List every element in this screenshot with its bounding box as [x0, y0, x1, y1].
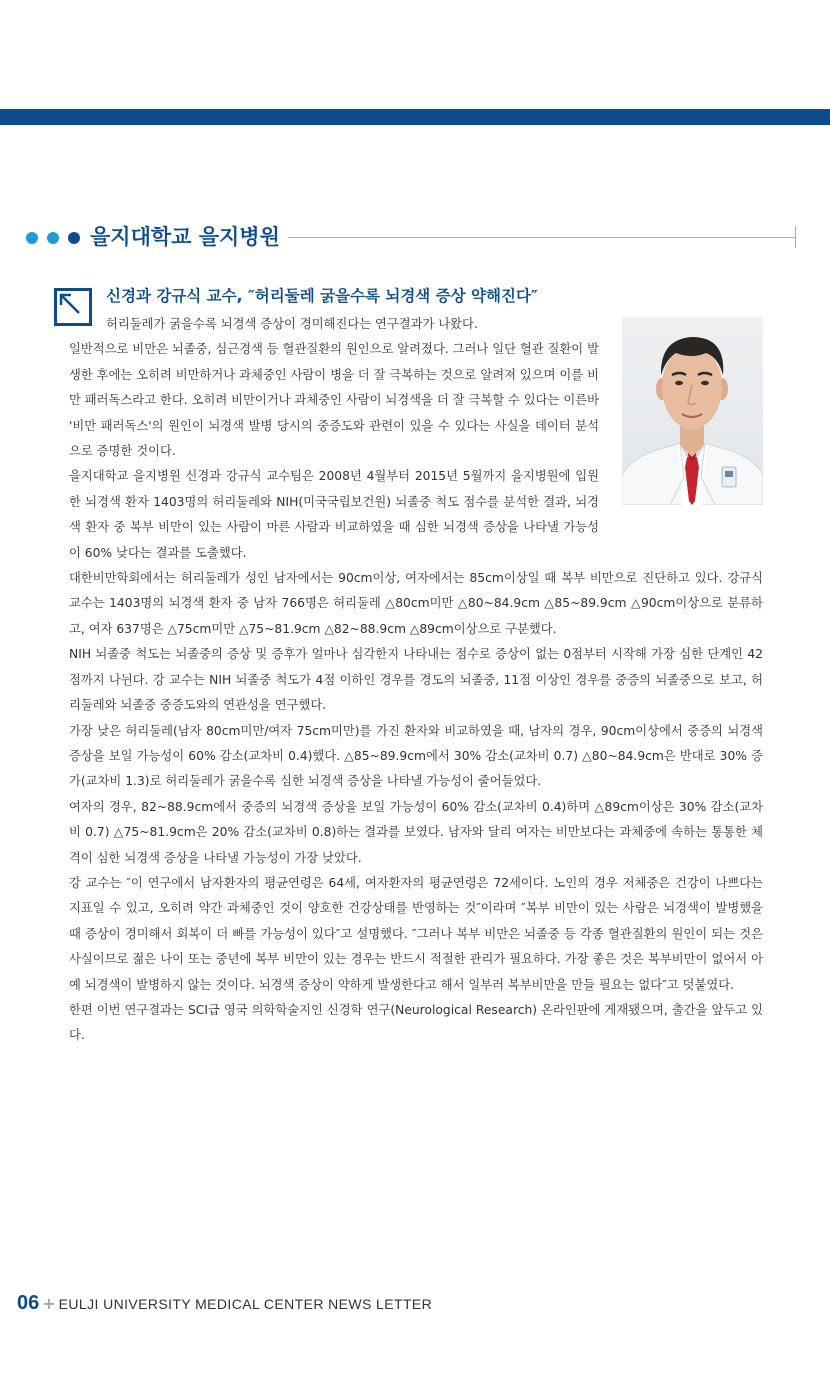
- section-divider-end: [795, 226, 796, 248]
- article-paragraph: 강 교수는 ″이 연구에서 남자환자의 평균연령은 64세, 여자환자의 평균연령은 72세이다. 노인의 경우 저체중은 건강이 나쁘다는 지표일 수 있고, 오히려 약간 과체중인 것이 양호한 건강상태를 반영하는 것″이라며 ″복부 비만이 있는 사람은 뇌경색이 발병했을 때 증상이 경미해서 회복이 더 빠를 가능성이 있다″고 설명했다. ″그러나 복부 비만은 뇌졸중 등 각종 혈관질환의 원인이 되는 것은 사실이므로 젊은 나이 또는 중년에 복부 비만이 있는 경우는 반드시 적절한 관리가 필요하다. 가장 좋은 것은 복부비만이 없어서 아예 뇌경색이 발병하지 않는 것이다. 뇌경색 증상이 약하게 발생한다고 해서 일부러 복부비만을 만들 필요는 없다″고 덧붙였다.: [69, 875, 763, 992]
- article-headline: 신경과 강규식 교수, ″허리둘레 굵을수록 뇌경색 증상 약해진다″: [106, 287, 538, 305]
- top-banner-bar: [0, 109, 830, 125]
- plus-separator-icon: +: [42, 1294, 56, 1313]
- article-paragraph: 을지대학교 을지병원 신경과 강규식 교수팀은 2008년 4월부터 2015년 5월까지 을지병원에 입원한 뇌경색 환자 1403명의 허리둘레와 NIH(미국국립보건원) 뇌졸중 척도 점수를 분석한 결과, 뇌경색 환자 중 복부 비만이 있는 사람이 마른 사람과 비교하였을 때 심한 뇌경색 증상을 나타낼 가능성이 60% 낮다는 결과를 도출했다.: [69, 469, 599, 560]
- article-paragraph: 한편 이번 연구결과는 SCI급 영국 의학학술지인 신경학 연구(Neurological Research) 온라인판에 게재됐으며, 출간을 앞두고 있다.: [69, 1002, 763, 1043]
- bullet-dot-icon: [26, 232, 38, 244]
- article-paragraph: NIH 뇌졸중 척도는 뇌졸중의 증상 및 증후가 얼마나 심각한지 나타내는 점수로 증상이 없는 0점부터 시작해 가장 심한 단계인 42점까지 나뉜다. 강 교수는 NIH 뇌졸중 척도가 4점 이하인 경우를 경도의 뇌졸중, 11점 이상인 경우를 중증의 뇌졸중으로 보고, 허리둘레와 뇌졸중 중증도와의 연관성을 연구했다.: [69, 647, 763, 713]
- article-body: [69, 312, 763, 1049]
- article-paragraph: 여자의 경우, 82~88.9cm에서 중증의 뇌경색 증상을 보일 가능성이 60% 감소(교차비 0.4)하며 △89cm이상은 30% 감소(교차비 0.7) △75~81.9cm은 20% 감소(교차비 0.8)하는 결과를 보였다. 남자와 달리 여자는 비만보다는 과체중에 속하는 통통한 체격이 심한 뇌경색 증상을 나타낼 가능성이 가장 낮았다.: [69, 799, 763, 865]
- page-footer: [17, 1292, 432, 1320]
- section-title: 을지대학교 을지병원: [90, 225, 280, 249]
- article-paragraph: 일반적으로 비만은 뇌졸중, 심근경색 등 혈관질환의 원인으로 알려졌다. 그러나 일단 혈관 질환이 발생한 후에는 오히려 비만하거나 과체중인 사람이 병을 더 잘 극복하는 것으로 알려져 있으며 이를 비만 패러독스라고 한다. 오히려 비만이거나 과체중인 사람이 뇌경색을 더 잘 극복할 수 있다는 이른바 '비만 패러독스'의 원인이 뇌경색 발병 당시의 중증도와 관련이 있을 수 있다는 사실을 데이터 분석으로 증명한 것이다.: [69, 342, 599, 459]
- article-paragraph: 대한비만학회에서는 허리둘레가 성인 남자에서는 90cm이상, 여자에서는 85cm이상일 때 복부 비만으로 진단하고 있다. 강규식 교수는 1403명의 뇌경색 환자 중 남자 766명은 허리둘레 △80cm미만 △80~84.9cm △85~89.9cm △90cm이상으로 분류하고, 여자 637명은 △75cm미만 △75~81.9cm △82~88.9cm △89cm이상으로 구분했다.: [69, 571, 763, 636]
- page-number: 06: [17, 1292, 40, 1314]
- section-header: [26, 222, 796, 252]
- bullet-dot-icon: [68, 232, 80, 244]
- section-divider: [288, 237, 796, 238]
- bullet-dot-icon: [47, 232, 59, 244]
- article-lead: 허리둘레가 굵을수록 뇌경색 증상이 경미해진다는 연구결과가 나왔다.: [106, 317, 478, 331]
- newsletter-name: EULJI UNIVERSITY MEDICAL CENTER NEWS LETTER: [58, 1296, 433, 1312]
- article-paragraph: 가장 낮은 허리둘레(남자 80cm미만/여자 75cm미만)를 가진 환자와 비교하였을 때, 남자의 경우, 90cm이상에서 중증의 뇌경색 증상을 보일 가능성이 60% 감소(교차비 0.4)했다. △85~89.9cm에서 30% 감소(교차비 0.7) △80~84.9cm은 반대로 30% 증가(교차비 1.3)로 허리둘레가 굵을수록 심한 뇌경색 증상을 나타낼 가능성이 줄어들었다.: [69, 723, 763, 789]
